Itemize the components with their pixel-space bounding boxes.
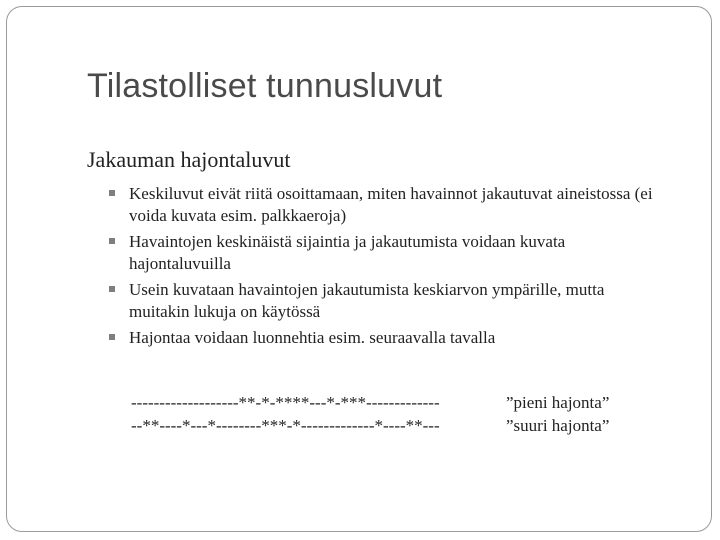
square-bullet-icon [109, 238, 115, 244]
bullet-item [107, 231, 667, 274]
bullet-item [107, 327, 667, 349]
square-bullet-icon [109, 286, 115, 292]
dispersion-pattern: --**----*---*--------***-*-------------*----**--- [131, 416, 440, 435]
bullet-text: Keskiluvut eivät riitä osoittamaan, miten havainnot jakautuvat aineistossa (ei voida kuvata esim. palkkaeroja) [129, 184, 653, 225]
slide-title: Tilastolliset tunnusluvut [87, 67, 443, 105]
dispersion-example-large [131, 414, 609, 437]
dispersion-label: ”suuri hajonta” [506, 416, 610, 435]
square-bullet-icon [109, 190, 115, 196]
slide-subtitle: Jakauman hajontaluvut [87, 147, 291, 172]
bullet-item [107, 183, 667, 226]
slide [6, 6, 712, 532]
dispersion-examples [131, 391, 609, 437]
bullet-text: Usein kuvataan havaintojen jakautumista keskiarvon ympärille, mutta muitakin lukuja on käytössä [129, 280, 605, 321]
bullet-text: Havaintojen keskinäistä sijaintia ja jakautumista voidaan kuvata hajontaluvuilla [129, 232, 566, 273]
dispersion-label: ”pieni hajonta” [506, 393, 610, 412]
bullet-text: Hajontaa voidaan luonnehtia esim. seuraavalla tavalla [129, 328, 496, 347]
bullet-item [107, 279, 667, 322]
dispersion-pattern: -------------------**-*-****---*-***------------- [131, 393, 440, 412]
dispersion-example-small [131, 391, 609, 414]
bullet-list [107, 183, 667, 354]
square-bullet-icon [109, 334, 115, 340]
